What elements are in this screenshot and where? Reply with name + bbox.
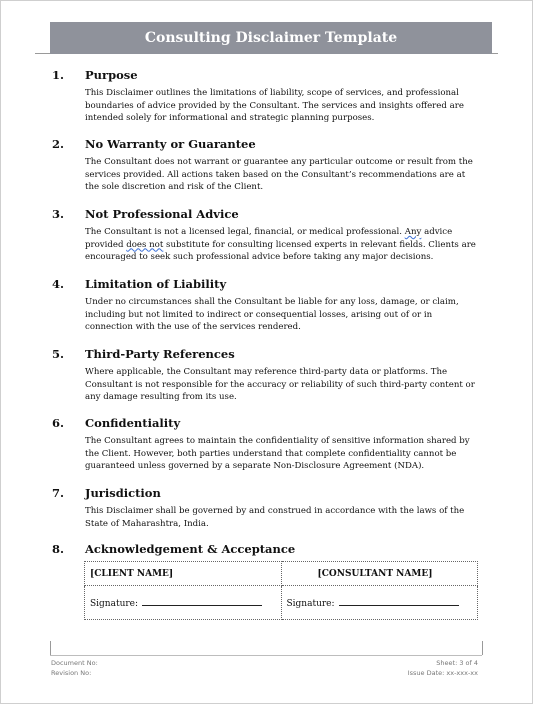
- crop-mark-top-left-h: [35, 53, 51, 54]
- flagged-word: Any: [404, 227, 422, 237]
- signature-label: Signature:: [286, 599, 335, 609]
- footer-issue-date: Issue Date: xx-xxx-xx: [407, 669, 478, 677]
- section-number: 5.: [52, 347, 65, 361]
- body-text: substitute for consulting licensed experts in relevant fields. Clients are encouraged to seek such professional advice before taking any major decisions.: [85, 239, 476, 263]
- page-title: Consulting Disclaimer Template: [50, 22, 492, 54]
- section-title: Third-Party References: [85, 347, 235, 361]
- crop-mark-bottom-left-v: [50, 641, 51, 655]
- body-text: advice provided: [85, 227, 453, 250]
- section-body: Under no circumstances shall the Consultant be liable for any loss, damage, or claim, including but not limited to indirect or consequential losses, arising out of or in connection with the use of the services rendered.: [85, 297, 459, 333]
- table-row: [85, 586, 478, 620]
- body-text: The Consultant is not a licensed legal, financial, or medical professional.: [85, 227, 405, 237]
- signature-label: Signature:: [90, 599, 139, 609]
- footer-document-no: Document No:: [51, 659, 98, 667]
- section-number: 4.: [52, 277, 65, 291]
- section-body: This Disclaimer shall be governed by and construed in accordance with the laws of the State of Maharashtra, India.: [85, 506, 465, 529]
- section-number: 8.: [52, 542, 65, 556]
- section-number: 1.: [52, 68, 65, 82]
- client-name-cell: [CLIENT NAME]: [85, 562, 282, 586]
- footer-divider: [50, 655, 482, 656]
- section-number: 2.: [52, 137, 65, 151]
- footer-revision-no: Revision No:: [51, 669, 92, 677]
- consultant-name-cell: [CONSULTANT NAME]: [281, 562, 478, 586]
- signature-line: [142, 596, 262, 606]
- section-number: 3.: [52, 207, 65, 221]
- table-row: [85, 562, 478, 586]
- section-title: Purpose: [85, 68, 138, 82]
- section-body: This Disclaimer outlines the limitations of liability, scope of services, and professional boundaries of advice provided by the Consultant. The services and insights offered are intended solely for informational and strategic planning purposes.: [85, 88, 464, 124]
- section-body: The Consultant agrees to maintain the confidentiality of sensitive information shared by the Client. However, both parties understand that complete confidentiality cannot be guaranteed unless governed by a separate Non-Disclosure Agreement (NDA).: [85, 436, 470, 472]
- section-body: The Consultant does not warrant or guarantee any particular outcome or result from the services provided. All actions taken based on the Consultant’s recommendations are at the sole discretion and risk of the Client.: [85, 157, 473, 193]
- consultant-signature-cell[interactable]: [281, 586, 478, 620]
- section-number: 7.: [52, 486, 65, 500]
- flagged-word: does not: [126, 239, 164, 250]
- section-title: No Warranty or Guarantee: [85, 137, 256, 151]
- section-title: Not Professional Advice: [85, 207, 239, 221]
- section-title: Acknowledgement & Acceptance: [85, 542, 296, 556]
- section-body: [85, 226, 480, 264]
- signature-table: [84, 561, 478, 620]
- section-title: Limitation of Liability: [85, 277, 227, 291]
- section-body: Where applicable, the Consultant may reference third-party data or platforms. The Consultant is not responsible for the accuracy or reliability of such third-party content or any damage resulting from its use.: [85, 367, 475, 403]
- section-title: Jurisdiction: [85, 486, 161, 500]
- client-signature-cell[interactable]: [85, 586, 282, 620]
- crop-mark-bottom-right-v: [482, 641, 483, 655]
- signature-line: [339, 596, 459, 606]
- section-number: 6.: [52, 416, 65, 430]
- footer-sheet: Sheet: 3 of 4: [436, 659, 478, 667]
- section-title: Confidentiality: [85, 416, 181, 430]
